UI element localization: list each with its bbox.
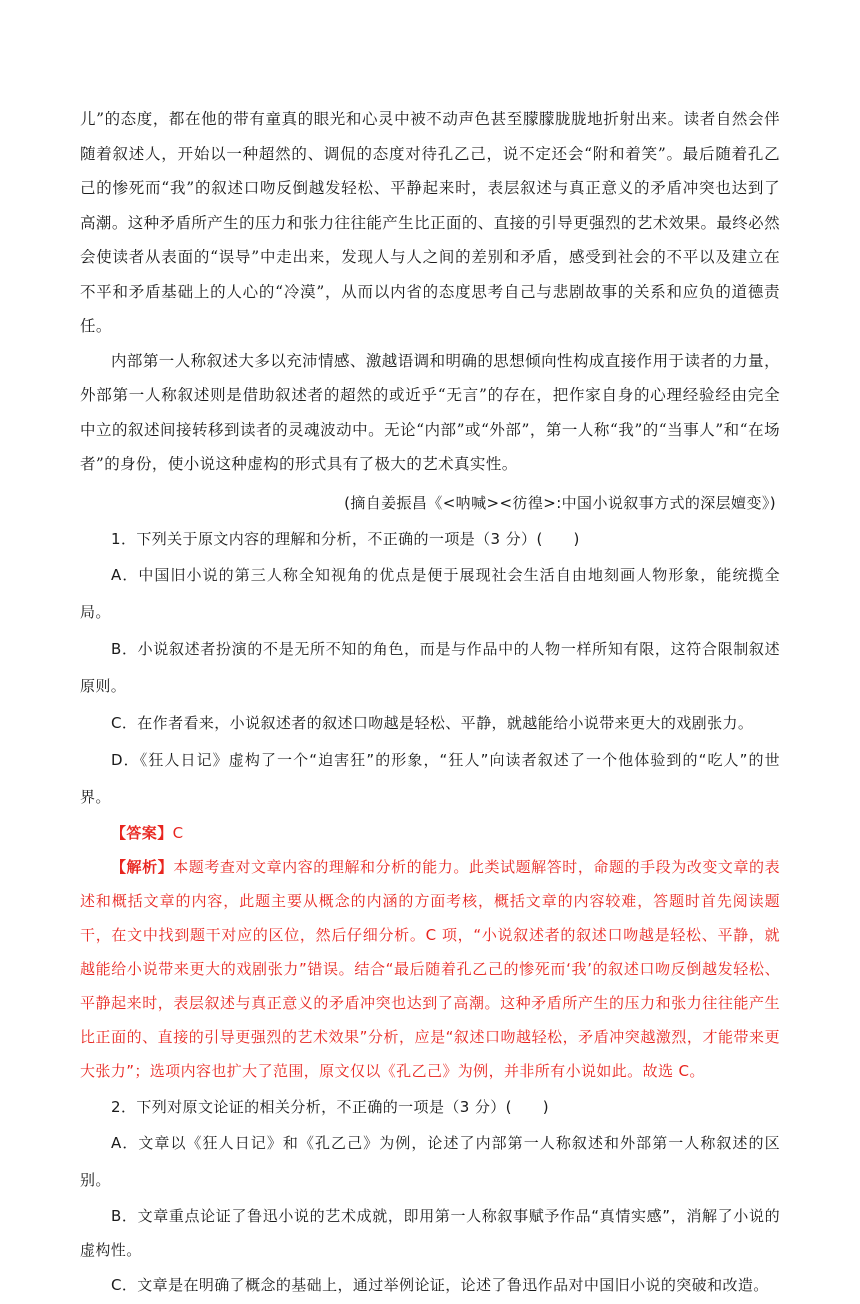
question-1-option-c: C．在作者看来，小说叙述者的叙述口吻越是轻松、平静，就越能给小说带来更大的戏剧张力。 [111,713,754,732]
answer-value: C [172,823,184,842]
question-1-option-b: B．小说叙述者扮演的不是无所不知的角色，而是与作品中的人物一样所知有限，这符合限制叙述原则。 [80,639,780,695]
question-2-option-c: C．文章是在明确了概念的基础上，通过举例论证，论述了鲁迅作品对中国旧小说的突破和改造。 [111,1275,769,1294]
analysis-tag: 【解析】 [111,858,174,876]
question-1-option-a: A．中国旧小说的第三人称全知视角的优点是便于展现社会生活自由地刻画人物形象，能统揽全局。 [80,565,780,621]
analysis-text: 本题考查对文章内容的理解和分析的能力。此类试题解答时，命题的手段为改变文章的表述和概括文章的内容，此题主要从概念的内涵的方面考核，概括文章的内容较难，答题时首先阅读题干，在文中找到题干对应的区位，然后仔细分析。C 项，“小说叙述者的叙述口吻越是轻松、平静，就越能给小说带来更大的戏剧张力”错误。结合“最后随着孔乙己的惨死而‘我’的叙述口吻反倒越发轻松、平静起来时，表层叙述与真正意义的矛盾冲突也达到了高潮。这种矛盾所产生的压力和张力往往能产生比正面的、直接的引导更强烈的艺术效果”分析，应是“叙述口吻越轻松，矛盾冲突越激烈，才能带来更大张力”；选项内容也扩大了范围，原文仅以《孔乙己》为例，并非所有小说如此。故选 C。 [80,858,780,1080]
passage-paragraph-2: 内部第一人称叙述大多以充沛情感、激越语调和明确的思想倾向性构成直接作用于读者的力量，外部第一人称叙述则是借助叙述者的超然的或近乎“无言”的存在，把作家自身的心理经验经由完全中立的叙述间接转移到读者的灵魂波动中。无论“内部”或“外部”，第一人称“我”的“当事人”和“在场者”的身份，使小说这种虚构的形式具有了极大的艺术真实性。 [80,351,780,473]
question-2-option-b: B．文章重点论证了鲁迅小说的艺术成就，即用第一人称叙事赋予作品“真情实感”，消解了小说的虚构性。 [80,1206,780,1259]
question-2-option-a: A．文章以《狂人日记》和《孔乙己》为例，论述了内部第一人称叙述和外部第一人称叙述的区别。 [80,1133,780,1189]
document-page [80,102,780,1304]
passage-paragraph-1: 儿”的态度，都在他的带有童真的眼光和心灵中被不动声色甚至朦朦胧胧地折射出来。读者自然会伴随着叙述人，开始以一种超然的、调侃的态度对待孔乙己，说不定还会“附和着笑”。最后随着孔乙己的惨死而“我”的叙述口吻反倒越发轻松、平静起来时，表层叙述与真正意义的矛盾冲突也达到了高潮。这种矛盾所产生的压力和张力往往能产生比正面的、直接的引导更强烈的艺术效果。最终必然会使读者从表面的“误导”中走出来，发现人与人之间的差别和矛盾，感受到社会的不平以及建立在不平和矛盾基础上的人心的“冷漠”，从而以内省的态度思考自己与悲剧故事的关系和应负的道德责任。 [80,110,780,335]
question-1-option-d: D．《狂人日记》虚构了一个“迫害狂”的形象，“狂人”向读者叙述了一个他体验到的“吃人”的世界。 [80,750,780,806]
question-1-analysis [80,850,780,1088]
question-1-stem: 1．下列关于原文内容的理解和分析，不正确的一项是（3 分）( ) [111,530,580,548]
question-2-stem: 2．下列对原文论证的相关分析，不正确的一项是（3 分）( ) [111,1098,549,1116]
passage-source-citation: (摘自姜振昌《<呐喊><彷徨>:中国小说叙事方式的深层嬗变》) [344,493,776,512]
question-1-answer [80,816,780,851]
answer-tag: 【答案】 [111,823,173,842]
